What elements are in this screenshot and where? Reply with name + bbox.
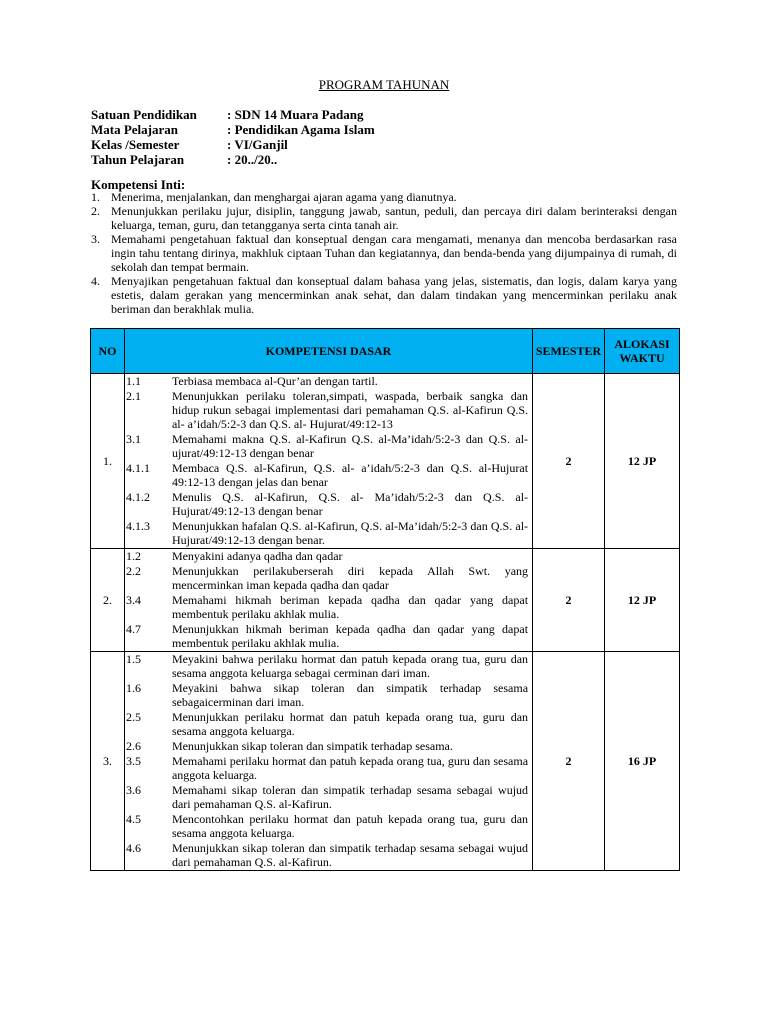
- ki-item: [91, 274, 677, 316]
- kd-text: Menunjukkan perilaku hormat dan patuh kepada orang tua, guru dan sesama anggota keluarga.: [171, 710, 529, 738]
- header-kd: KOMPETENSI DASAR: [124, 329, 532, 374]
- alokasi-cell: 16 JP: [605, 652, 680, 871]
- kd-text: Memahami sikap toleran dan simpatik terhadap sesama sebagai wujud dari pemahaman Q.S. al-Kafirun.: [171, 783, 529, 811]
- kd-code: 2.1: [125, 389, 141, 403]
- kd-item: [126, 739, 530, 753]
- kd-code: 4.1.1: [125, 461, 150, 475]
- kd-text: Menunjukkan hafalan Q.S. al-Kafirun, Q.S. al-Ma’idah/5:2-3 dan Q.S. al-Hujurat/49:12-13 dengan benar.: [171, 519, 529, 547]
- meta-label: Tahun Pelajaran: [91, 152, 185, 167]
- page-title: PROGRAM TAHUNAN: [318, 77, 450, 92]
- kd-text: Menyakini adanya qadha dan qadar: [171, 549, 343, 563]
- kd-item: [126, 432, 530, 460]
- ki-text: Memahami pengetahuan faktual dan konseptual dengan cara mengamati, menanya dan mencoba berdasarkan rasa ingin tahu tentang dirinya, makhluk ciptaan Tuhan dan kegiatannya, dan benda-benda yang dijumpainya di rumah, di sekolah dan tempat bermain.: [111, 232, 677, 274]
- kd-text: Terbiasa membaca al-Qur’an dengan tartil.: [171, 374, 378, 388]
- kd-item: [126, 681, 530, 709]
- ki-number: 1.: [91, 190, 100, 204]
- ki-item: [91, 204, 677, 232]
- ki-text: Menerima, menjalankan, dan menghargai ajaran agama yang dianutnya.: [111, 190, 457, 204]
- meta-label: Kelas /Semester: [91, 137, 180, 152]
- kd-item: [126, 841, 530, 869]
- meta-block: [91, 107, 375, 167]
- alokasi-cell: 12 JP: [605, 549, 680, 652]
- ki-text: Menyajikan pengetahuan faktual dan konseptual dalam bahasa yang jelas, sistematis, dan logis, dalam karya yang estetis, dalam gerakan yang mencerminkan anak sehat, dan dalam tindakan yang mencerminkan perilaku anak beriman dan berakhlak mulia.: [111, 274, 677, 316]
- kd-table: [90, 328, 680, 871]
- meta-value: : SDN 14 Muara Padang: [227, 107, 364, 122]
- kd-text: Memahami hikmah beriman kepada qadha dan qadar yang dapat membentuk perilaku akhlak mulia.: [171, 593, 529, 621]
- kd-code: 1.6: [125, 681, 141, 695]
- header-no: NO: [91, 329, 125, 374]
- table-row: [91, 549, 680, 652]
- kd-text: Menunjukkan perilaku toleran,simpati, waspada, berbaik sangka dan hidup rukun sebagai implementasi dari pemahaman Q.S. al-Kafirun Q.S. al- a’idah/5:2-3 dan Q.S. al- Hujurat/49:12-13: [171, 389, 529, 431]
- kd-item: [126, 710, 530, 738]
- alokasi-cell: 12 JP: [605, 374, 680, 549]
- table-header-row: [91, 329, 680, 374]
- row-number: 1.: [91, 374, 125, 549]
- semester-cell: 2: [533, 374, 605, 549]
- meta-row: [91, 122, 375, 137]
- kd-item: [126, 549, 530, 563]
- kd-code: 3.5: [125, 754, 141, 768]
- kd-code: 2.6: [125, 739, 141, 753]
- ki-heading: Kompetensi Inti:: [91, 177, 186, 192]
- meta-value: : Pendidikan Agama Islam: [227, 122, 375, 137]
- meta-row: [91, 152, 375, 167]
- ki-number: 2.: [91, 204, 100, 218]
- kd-item: [126, 490, 530, 518]
- kd-code: 4.5: [125, 812, 141, 826]
- ki-text: Menunjukkan perilaku jujur, disiplin, tanggung jawab, santun, peduli, dan percaya diri dalam berinteraksi dengan keluarga, teman, guru, dan tetangganya serta cinta tanah air.: [111, 204, 677, 232]
- row-number: 3.: [91, 652, 125, 871]
- kd-cell: [124, 549, 532, 652]
- kd-code: 3.1: [125, 432, 141, 446]
- kd-cell: [124, 652, 532, 871]
- header-alokasi: ALOKASI WAKTU: [605, 329, 680, 374]
- kd-text: Menunjukkan hikmah beriman kepada qadha dan qadar yang dapat membentuk perilaku akhlak mulia.: [171, 622, 529, 650]
- kd-item: [126, 519, 530, 547]
- kd-text: Menunjukkan sikap toleran dan simpatik terhadap sesama.: [171, 739, 453, 753]
- kd-item: [126, 783, 530, 811]
- kd-text: Memahami perilaku hormat dan patuh kepada orang tua, guru dan sesama anggota keluarga.: [171, 754, 529, 782]
- kd-code: 2.2: [125, 564, 141, 578]
- kd-code: 4.1.2: [125, 490, 150, 504]
- meta-value: : VI/Ganjil: [227, 137, 288, 152]
- ki-item: [91, 190, 677, 204]
- table-row: [91, 374, 680, 549]
- kd-code: 1.5: [125, 652, 141, 666]
- row-number: 2.: [91, 549, 125, 652]
- kd-item: [126, 593, 530, 621]
- kd-code: 1.2: [125, 549, 141, 563]
- kd-text: Menunjukkan perilakuberserah diri kepada Allah Swt. yang mencerminkan iman kepada qadha dan qadar: [171, 564, 529, 592]
- kd-text: Meyakini bahwa sikap toleran dan simpatik terhadap sesama sebagaicerminan dari iman.: [171, 681, 529, 709]
- kd-item: [126, 812, 530, 840]
- kd-text: Membaca Q.S. al-Kafirun, Q.S. al- a’idah/5:2-3 dan Q.S. al-Hujurat 49:12-13 dengan jelas dan benar: [171, 461, 529, 489]
- header-semester: SEMESTER: [533, 329, 605, 374]
- kd-text: Menulis Q.S. al-Kafirun, Q.S. al- Ma’idah/5:2-3 dan Q.S. al- Hujurat/49:12-13 dengan benar: [171, 490, 529, 518]
- semester-cell: 2: [533, 652, 605, 871]
- ki-list: [91, 190, 677, 316]
- kd-item: [126, 389, 530, 431]
- meta-value: : 20../20..: [227, 152, 278, 167]
- kd-code: 4.7: [125, 622, 141, 636]
- kd-code: 2.5: [125, 710, 141, 724]
- kd-text: Memahami makna Q.S. al-Kafirun Q.S. al-Ma’idah/5:2-3 dan Q.S. al- ujurat/49:12-13 dengan benar: [171, 432, 529, 460]
- ki-item: [91, 232, 677, 274]
- kd-item: [126, 652, 530, 680]
- kd-cell: [124, 374, 532, 549]
- kd-code: 3.6: [125, 783, 141, 797]
- kd-item: [126, 754, 530, 782]
- meta-row: [91, 137, 375, 152]
- kd-code: 1.1: [125, 374, 141, 388]
- kd-item: [126, 374, 530, 388]
- kd-text: Mencontohkan perilaku hormat dan patuh kepada orang tua, guru dan sesama anggota keluarga.: [171, 812, 529, 840]
- kd-text: Meyakini bahwa perilaku hormat dan patuh kepada orang tua, guru dan sesama anggota keluarga sebagai cerminan dari iman.: [171, 652, 529, 680]
- kd-item: [126, 461, 530, 489]
- kd-item: [126, 564, 530, 592]
- kd-item: [126, 622, 530, 650]
- kd-code: 4.1.3: [125, 519, 150, 533]
- semester-cell: 2: [533, 549, 605, 652]
- table-row: [91, 652, 680, 871]
- ki-number: 3.: [91, 232, 100, 246]
- kd-text: Menunjukkan sikap toleran dan simpatik terhadap sesama sebagai wujud dari pemahaman Q.S. al-Kafirun.: [171, 841, 529, 869]
- meta-row: [91, 107, 375, 122]
- ki-number: 4.: [91, 274, 100, 288]
- meta-label: Satuan Pendidikan: [91, 107, 197, 122]
- meta-label: Mata Pelajaran: [91, 122, 179, 137]
- kd-code: 4.6: [125, 841, 141, 855]
- kd-code: 3.4: [125, 593, 141, 607]
